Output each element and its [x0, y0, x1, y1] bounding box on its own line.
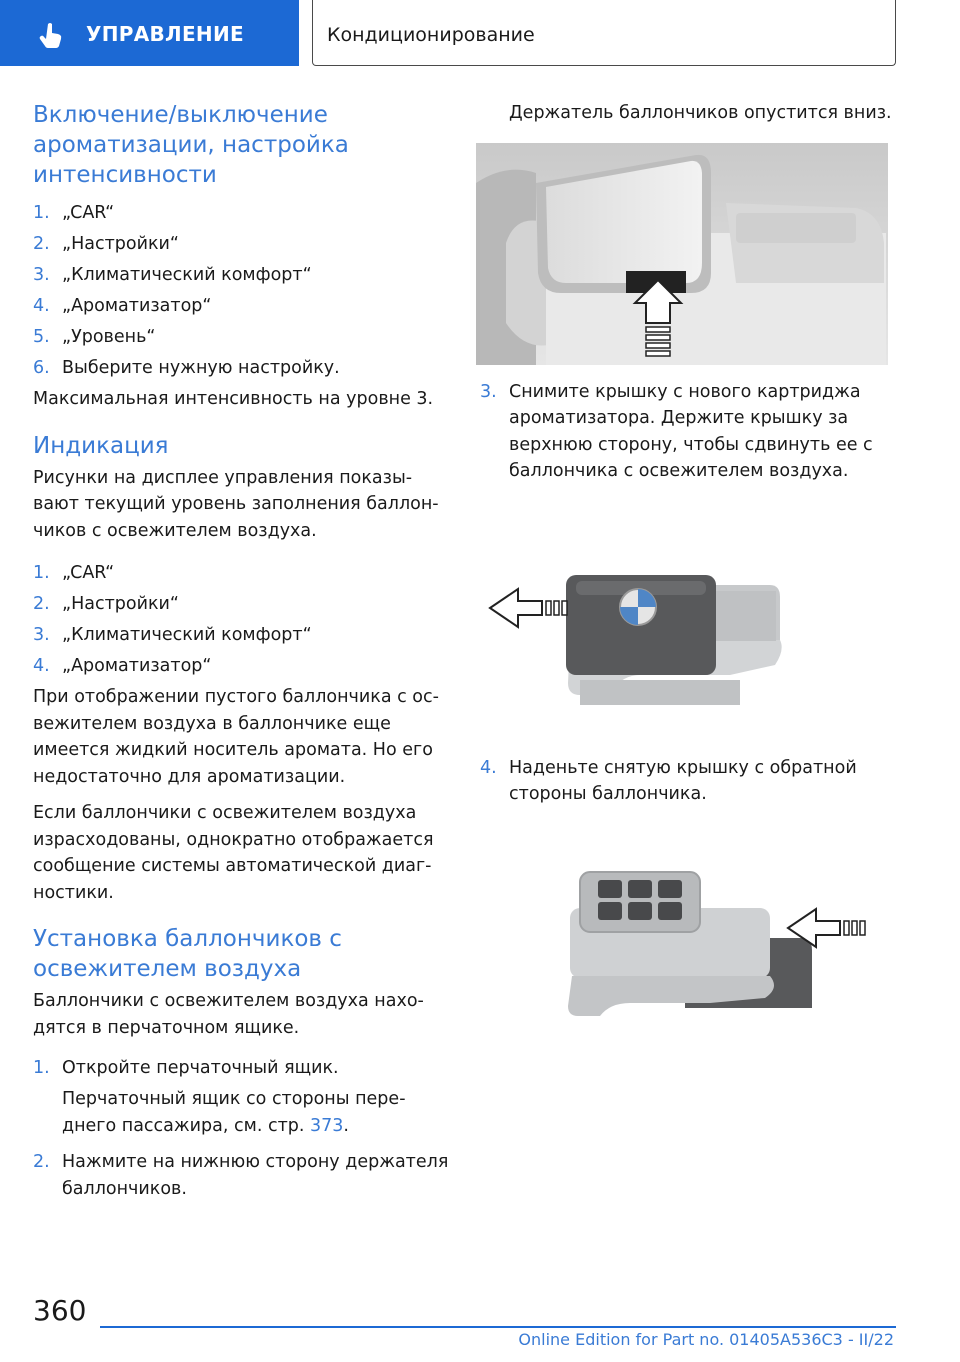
step-text: „CAR“: [62, 203, 115, 223]
step-text: „Ароматизатор“: [62, 296, 212, 316]
list-item: [33, 355, 451, 382]
step-number: 1.: [33, 1058, 50, 1078]
step-number: 1.: [33, 203, 50, 223]
install-intro: Баллончики с освежителем воздуха находятся в перчаточном ящике.: [33, 991, 424, 1038]
list-item: [33, 653, 451, 680]
step-text: „CAR“: [62, 563, 115, 583]
empty-cartridge-info: При отображении пустого баллончика с освежителем воздуха в баллончике еще имеется жидкий носитель аромата. Но его недостаточно для ароматизации.: [33, 687, 439, 787]
step-text: Снимите крышку с нового картриджа ароматизатора. Держите крышку за верхнюю сторону, чтобы сдвинуть ее с баллончика с освежителем воздуха.: [509, 381, 873, 481]
footer-divider: [100, 1326, 896, 1328]
step-text: „Уровень“: [62, 327, 156, 347]
steps-right-3: [480, 379, 900, 485]
page-link[interactable]: 373: [310, 1115, 344, 1136]
edition-info: Online Edition for Part no. 01405A536C3 - II/22: [518, 1330, 894, 1349]
steps-right-4: [480, 755, 900, 808]
note-max-intensity: Максимальная интенсивность на уровне 3.: [33, 389, 434, 409]
step-number: 4.: [33, 296, 50, 316]
step-text: Нажмите на нижнюю сторону держателя баллончиков.: [62, 1152, 449, 1199]
heading-aroma-toggle: Включение/выключение ароматизации, настройка интенсивности: [33, 102, 349, 188]
list-item: [33, 591, 451, 618]
reference-text: Перчаточный ящик со стороны переднего пассажира, см. стр.: [62, 1089, 406, 1136]
remove-cap-illustration: [480, 525, 892, 715]
chapter-title: Кондиционирование: [327, 24, 535, 46]
reference-end: .: [343, 1115, 349, 1136]
step-number: 6.: [33, 358, 50, 378]
step-text: „Климатический комфорт“: [62, 265, 312, 285]
steps-aroma-toggle: [33, 200, 451, 382]
list-item: [480, 379, 900, 485]
step-text: „Климатический комфорт“: [62, 625, 312, 645]
attach-cap-illustration: [480, 858, 892, 1018]
step-number: 3.: [33, 265, 50, 285]
used-cartridge-info: Если баллончики с освежителем воздуха израсходованы, однократно отображается сообщение системы автоматической диагностики.: [33, 803, 434, 903]
holder-lowers-text: Держатель баллончиков опустится вниз.: [509, 103, 892, 123]
list-item: [33, 1055, 451, 1082]
step-text: „Настройки“: [62, 594, 179, 614]
indication-intro: Рисунки на дисплее управления показывают текущий уровень заполнения баллончиков с освежителем воздуха.: [33, 467, 439, 541]
list-item: [33, 622, 451, 649]
hand-pointer-icon: [36, 20, 66, 50]
section-title: УПРАВЛЕНИЕ: [86, 22, 244, 46]
step-number: 1.: [33, 563, 50, 583]
step-text: „Настройки“: [62, 234, 179, 254]
steps-install: [33, 1055, 451, 1082]
list-item: [33, 231, 451, 258]
section-tab: [0, 0, 299, 66]
step-number: 4.: [33, 656, 50, 676]
list-item: [33, 324, 451, 351]
step-number: 3.: [33, 625, 50, 645]
step-number: 2.: [33, 234, 50, 254]
glovebox-reference: [33, 1086, 451, 1139]
step-number: 3.: [480, 381, 497, 402]
cartridge-holder-photo: [476, 143, 888, 365]
chapter-header: [312, 0, 896, 66]
list-item: [33, 560, 451, 587]
page-number: 360: [33, 1294, 87, 1327]
list-item: [33, 200, 451, 227]
step-number: 4.: [480, 757, 497, 778]
list-item: [33, 262, 451, 289]
list-item: [33, 1149, 451, 1202]
steps-indication: [33, 560, 451, 680]
step-text: Откройте перчаточный ящик.: [62, 1058, 339, 1078]
right-column: [480, 100, 900, 1018]
left-column: [33, 100, 451, 1207]
list-item: [33, 293, 451, 320]
heading-indication: Индикация: [33, 432, 169, 459]
heading-install-cartridges: Установка баллончиков с освежителем воздуха: [33, 926, 342, 982]
step-text: Выберите нужную настройку.: [62, 358, 340, 378]
list-item: [480, 755, 900, 808]
step-number: 2.: [33, 1152, 50, 1172]
step-number: 5.: [33, 327, 50, 347]
step-number: 2.: [33, 594, 50, 614]
step-text: Наденьте снятую крышку с обратной стороны баллончика.: [509, 757, 857, 804]
steps-install-cont: [33, 1149, 451, 1202]
step-text: „Ароматизатор“: [62, 656, 212, 676]
